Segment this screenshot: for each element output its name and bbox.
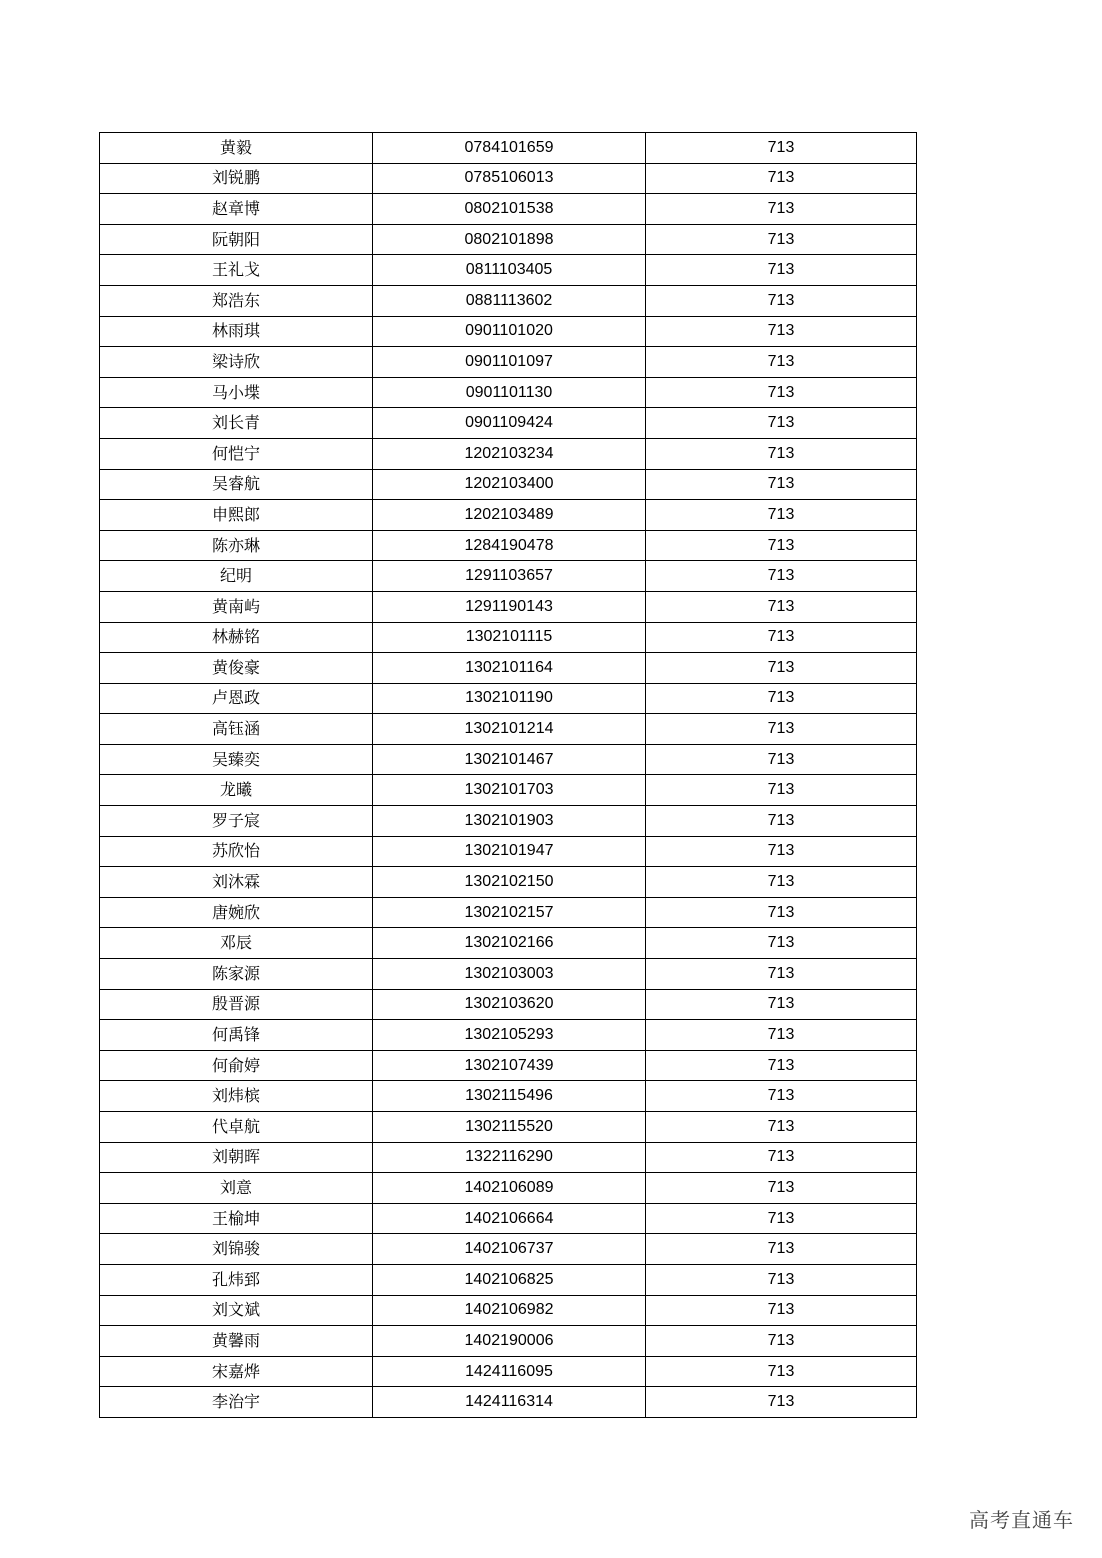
watermark-label: 高考直通车 <box>969 1508 1074 1532</box>
score-roster-body <box>100 133 917 1418</box>
table-row <box>100 622 917 653</box>
exam-id-cell: 1291190143 <box>373 591 646 622</box>
exam-id-cell: 1302105293 <box>373 1020 646 1051</box>
exam-id-cell: 1402106664 <box>373 1203 646 1234</box>
score-cell: 713 <box>646 1295 917 1326</box>
table-row <box>100 316 917 347</box>
score-cell: 713 <box>646 1081 917 1112</box>
name-cell: 李治宇 <box>100 1387 373 1418</box>
score-cell: 713 <box>646 530 917 561</box>
score-cell: 713 <box>646 438 917 469</box>
name-cell: 高钰涵 <box>100 714 373 745</box>
name-cell: 黄馨雨 <box>100 1326 373 1357</box>
exam-id-cell: 1302101164 <box>373 653 646 684</box>
table-row <box>100 1020 917 1051</box>
table-row <box>100 836 917 867</box>
score-cell: 713 <box>646 224 917 255</box>
name-cell: 卢恩政 <box>100 683 373 714</box>
exam-id-cell: 1302101214 <box>373 714 646 745</box>
exam-id-cell: 1302115496 <box>373 1081 646 1112</box>
table-row <box>100 133 917 164</box>
exam-id-cell: 0811103405 <box>373 255 646 286</box>
score-cell: 713 <box>646 1356 917 1387</box>
score-cell: 713 <box>646 867 917 898</box>
score-cell: 713 <box>646 255 917 286</box>
table-row <box>100 1081 917 1112</box>
name-cell: 刘文斌 <box>100 1295 373 1326</box>
exam-id-cell: 1302103620 <box>373 989 646 1020</box>
score-cell: 713 <box>646 1203 917 1234</box>
table-row <box>100 775 917 806</box>
table-row <box>100 989 917 1020</box>
name-cell: 黄南屿 <box>100 591 373 622</box>
exam-id-cell: 1202103400 <box>373 469 646 500</box>
exam-id-cell: 0901101130 <box>373 377 646 408</box>
name-cell: 林赫铭 <box>100 622 373 653</box>
table-row <box>100 806 917 837</box>
name-cell: 吴臻奕 <box>100 744 373 775</box>
score-cell: 713 <box>646 897 917 928</box>
table-row <box>100 897 917 928</box>
exam-id-cell: 0901101020 <box>373 316 646 347</box>
name-cell: 何恺宁 <box>100 438 373 469</box>
name-cell: 王榆坤 <box>100 1203 373 1234</box>
score-cell: 713 <box>646 285 917 316</box>
name-cell: 梁诗欣 <box>100 347 373 378</box>
table-row <box>100 1173 917 1204</box>
table-row <box>100 1142 917 1173</box>
name-cell: 赵章博 <box>100 194 373 225</box>
exam-id-cell: 0881113602 <box>373 285 646 316</box>
name-cell: 刘沐霖 <box>100 867 373 898</box>
name-cell: 何俞婷 <box>100 1050 373 1081</box>
exam-id-cell: 1284190478 <box>373 530 646 561</box>
name-cell: 刘锐鹏 <box>100 163 373 194</box>
table-row <box>100 683 917 714</box>
name-cell: 龙曦 <box>100 775 373 806</box>
score-cell: 713 <box>646 653 917 684</box>
exam-id-cell: 1302101115 <box>373 622 646 653</box>
table-row <box>100 1326 917 1357</box>
table-row <box>100 438 917 469</box>
score-cell: 713 <box>646 408 917 439</box>
score-cell: 713 <box>646 1112 917 1143</box>
score-cell: 713 <box>646 1234 917 1265</box>
name-cell: 邓辰 <box>100 928 373 959</box>
exam-id-cell: 1402106737 <box>373 1234 646 1265</box>
score-cell: 713 <box>646 163 917 194</box>
table-row <box>100 867 917 898</box>
table-row <box>100 1264 917 1295</box>
score-cell: 713 <box>646 561 917 592</box>
table-row <box>100 653 917 684</box>
exam-id-cell: 0802101538 <box>373 194 646 225</box>
table-row <box>100 1050 917 1081</box>
name-cell: 殷晋源 <box>100 989 373 1020</box>
exam-id-cell: 1302115520 <box>373 1112 646 1143</box>
name-cell: 阮朝阳 <box>100 224 373 255</box>
exam-id-cell: 1302101467 <box>373 744 646 775</box>
table-row <box>100 469 917 500</box>
exam-id-cell: 1302101903 <box>373 806 646 837</box>
exam-id-cell: 1302107439 <box>373 1050 646 1081</box>
exam-id-cell: 0784101659 <box>373 133 646 164</box>
name-cell: 刘锦骏 <box>100 1234 373 1265</box>
table-row <box>100 163 917 194</box>
exam-id-cell: 1291103657 <box>373 561 646 592</box>
score-cell: 713 <box>646 591 917 622</box>
exam-id-cell: 1302103003 <box>373 959 646 990</box>
exam-id-cell: 1302101190 <box>373 683 646 714</box>
table-row <box>100 255 917 286</box>
name-cell: 林雨琪 <box>100 316 373 347</box>
exam-id-cell: 0802101898 <box>373 224 646 255</box>
table-row <box>100 1295 917 1326</box>
score-cell: 713 <box>646 1173 917 1204</box>
exam-id-cell: 1424116314 <box>373 1387 646 1418</box>
name-cell: 陈亦琳 <box>100 530 373 561</box>
score-cell: 713 <box>646 500 917 531</box>
name-cell: 刘意 <box>100 1173 373 1204</box>
table-row <box>100 1356 917 1387</box>
exam-id-cell: 1202103489 <box>373 500 646 531</box>
score-cell: 713 <box>646 194 917 225</box>
name-cell: 代卓航 <box>100 1112 373 1143</box>
score-cell: 713 <box>646 347 917 378</box>
exam-id-cell: 1202103234 <box>373 438 646 469</box>
table-row <box>100 1234 917 1265</box>
exam-id-cell: 0785106013 <box>373 163 646 194</box>
table-row <box>100 408 917 439</box>
score-cell: 713 <box>646 1050 917 1081</box>
table-row <box>100 377 917 408</box>
table-row <box>100 561 917 592</box>
name-cell: 马小堞 <box>100 377 373 408</box>
name-cell: 苏欣怡 <box>100 836 373 867</box>
score-cell: 713 <box>646 1142 917 1173</box>
score-cell: 713 <box>646 959 917 990</box>
exam-id-cell: 1322116290 <box>373 1142 646 1173</box>
exam-id-cell: 1402106825 <box>373 1264 646 1295</box>
table-row <box>100 500 917 531</box>
score-cell: 713 <box>646 714 917 745</box>
table-row <box>100 744 917 775</box>
name-cell: 孔炜郅 <box>100 1264 373 1295</box>
score-cell: 713 <box>646 683 917 714</box>
table-row <box>100 959 917 990</box>
table-row <box>100 1387 917 1418</box>
score-cell: 713 <box>646 744 917 775</box>
exam-id-cell: 0901109424 <box>373 408 646 439</box>
table-row <box>100 1203 917 1234</box>
name-cell: 申熙郎 <box>100 500 373 531</box>
score-cell: 713 <box>646 775 917 806</box>
name-cell: 刘炜槟 <box>100 1081 373 1112</box>
table-row <box>100 1112 917 1143</box>
name-cell: 黄毅 <box>100 133 373 164</box>
exam-id-cell: 1302101703 <box>373 775 646 806</box>
score-cell: 713 <box>646 928 917 959</box>
name-cell: 宋嘉烨 <box>100 1356 373 1387</box>
score-cell: 713 <box>646 1264 917 1295</box>
exam-id-cell: 1302101947 <box>373 836 646 867</box>
name-cell: 吴睿航 <box>100 469 373 500</box>
name-cell: 刘朝晖 <box>100 1142 373 1173</box>
exam-id-cell: 1402106982 <box>373 1295 646 1326</box>
score-cell: 713 <box>646 469 917 500</box>
table-row <box>100 194 917 225</box>
table-row <box>100 928 917 959</box>
table-row <box>100 224 917 255</box>
exam-id-cell: 1302102157 <box>373 897 646 928</box>
score-cell: 713 <box>646 806 917 837</box>
table-row <box>100 591 917 622</box>
score-cell: 713 <box>646 989 917 1020</box>
score-cell: 713 <box>646 1387 917 1418</box>
name-cell: 罗子宸 <box>100 806 373 837</box>
exam-id-cell: 1402190006 <box>373 1326 646 1357</box>
name-cell: 王礼戈 <box>100 255 373 286</box>
table-row <box>100 530 917 561</box>
exam-id-cell: 1424116095 <box>373 1356 646 1387</box>
score-cell: 713 <box>646 316 917 347</box>
exam-id-cell: 1302102150 <box>373 867 646 898</box>
name-cell: 黄俊豪 <box>100 653 373 684</box>
name-cell: 刘长青 <box>100 408 373 439</box>
score-cell: 713 <box>646 133 917 164</box>
table-row <box>100 347 917 378</box>
score-roster-table <box>99 132 917 1418</box>
exam-id-cell: 1302102166 <box>373 928 646 959</box>
score-cell: 713 <box>646 377 917 408</box>
name-cell: 何禹锋 <box>100 1020 373 1051</box>
score-cell: 713 <box>646 1020 917 1051</box>
exam-id-cell: 1402106089 <box>373 1173 646 1204</box>
table-row <box>100 714 917 745</box>
name-cell: 唐婉欣 <box>100 897 373 928</box>
table-row <box>100 285 917 316</box>
name-cell: 陈家源 <box>100 959 373 990</box>
score-cell: 713 <box>646 1326 917 1357</box>
score-cell: 713 <box>646 836 917 867</box>
exam-id-cell: 0901101097 <box>373 347 646 378</box>
name-cell: 纪明 <box>100 561 373 592</box>
score-cell: 713 <box>646 622 917 653</box>
name-cell: 郑浩东 <box>100 285 373 316</box>
